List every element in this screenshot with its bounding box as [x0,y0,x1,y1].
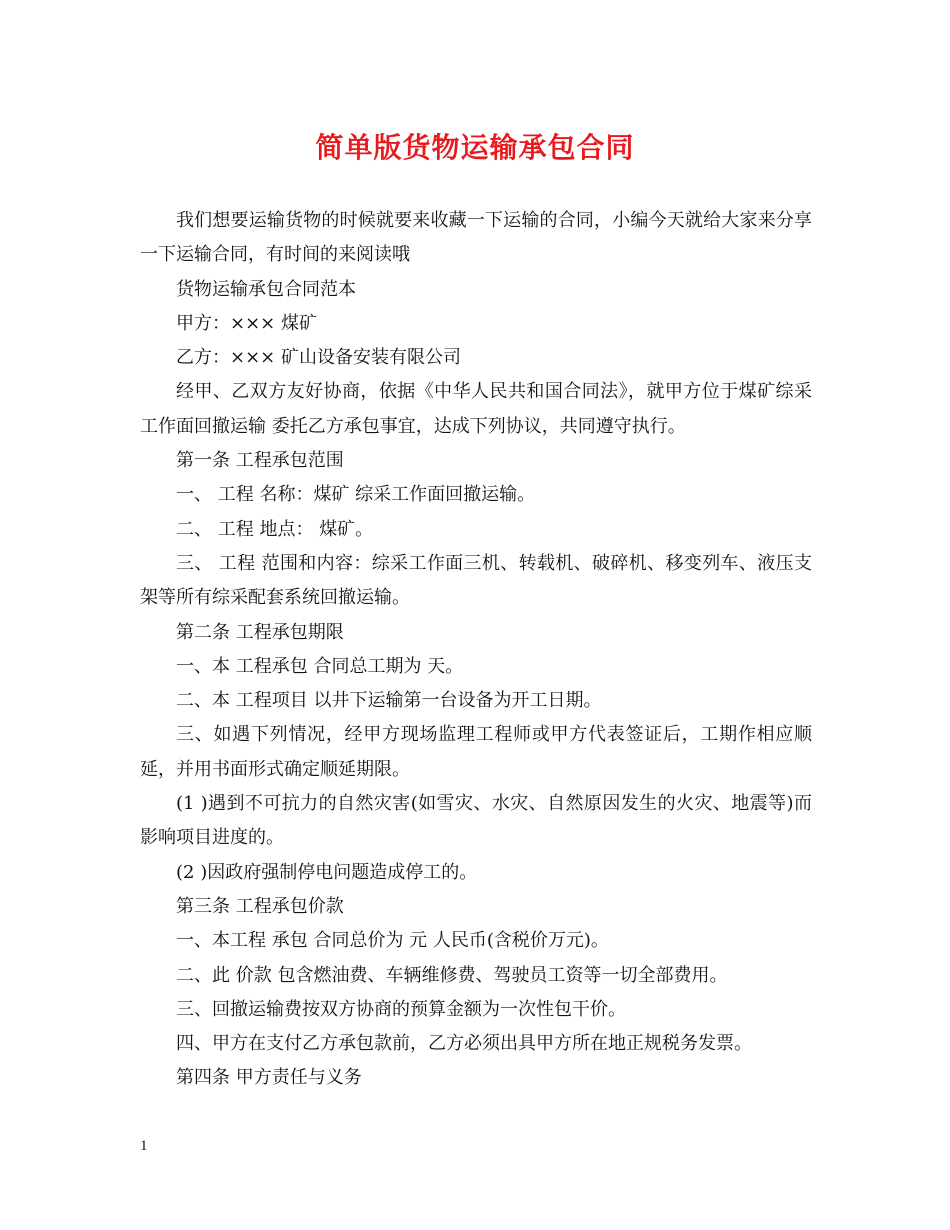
paragraph: 我们想要运输货物的时候就要来收藏一下运输的合同，小编今天就给大家来分享一下运输合同，有时间的来阅读哦 [140,210,812,266]
document-title: 简单版货物运输承包合同 [315,131,635,164]
paragraph: 一、本工程 承包 合同总价为 元 人民币(含税价万元)。 [176,930,609,952]
paragraph: (1 )遇到不可抗力的自然灾害(如雪灾、水灾、自然原因发生的火灾、地震等)而影响项目进度的。 [140,793,812,849]
page-number: 1 [140,1138,148,1154]
section-heading: 第二条 工程承包期限 [176,621,344,643]
section-heading: 第一条 工程承包范围 [176,450,344,472]
paragraph: 甲方：××× 煤矿 [176,312,317,334]
paragraph: 二、本 工程项目 以井下运输第一台设备为开工日期。 [176,690,602,712]
section-heading: 第四条 甲方责任与义务 [176,1067,362,1089]
section-heading: 第三条 工程承包价款 [176,895,344,917]
paragraph: 二、此 价款 包含燃油费、车辆维修费、驾驶员工资等一切全部费用。 [176,964,728,986]
paragraph: 乙方：××× 矿山设备安装有限公司 [176,347,461,369]
paragraph: 四、甲方在支付乙方承包款前，乙方必须出具甲方所在地正规税务发票。 [176,1033,752,1055]
paragraph: 一、本 工程承包 合同总工期为 天。 [176,655,464,677]
document-body [140,204,812,1096]
paragraph: (2 )因政府强制停电问题造成停工的。 [176,861,478,883]
paragraph: 三、回撤运输费按双方协商的预算金额为一次性包干价。 [176,998,626,1020]
paragraph: 二、 工程 地点： 煤矿。 [176,518,374,540]
paragraph: 三、如遇下列情况，经甲方现场监理工程师或甲方代表签证后，工期作相应顺延，并用书面形式确定顺延期限。 [140,724,812,780]
paragraph: 三、 工程 范围和内容：综采工作面三机、转载机、破碎机、移变列车、液压支架等所有综采配套系统回撤运输。 [140,552,812,609]
paragraph: 一、 工程 名称：煤矿 综采工作面回撤运输。 [176,484,536,506]
paragraph: 经甲、乙双方友好协商，依据《中华人民共和国合同法》，就甲方位于煤矿综采工作面回撤运输 委托乙方承包事宜，达成下列协议，共同遵守执行。 [140,381,812,437]
paragraph: 货物运输承包合同范本 [176,278,356,300]
